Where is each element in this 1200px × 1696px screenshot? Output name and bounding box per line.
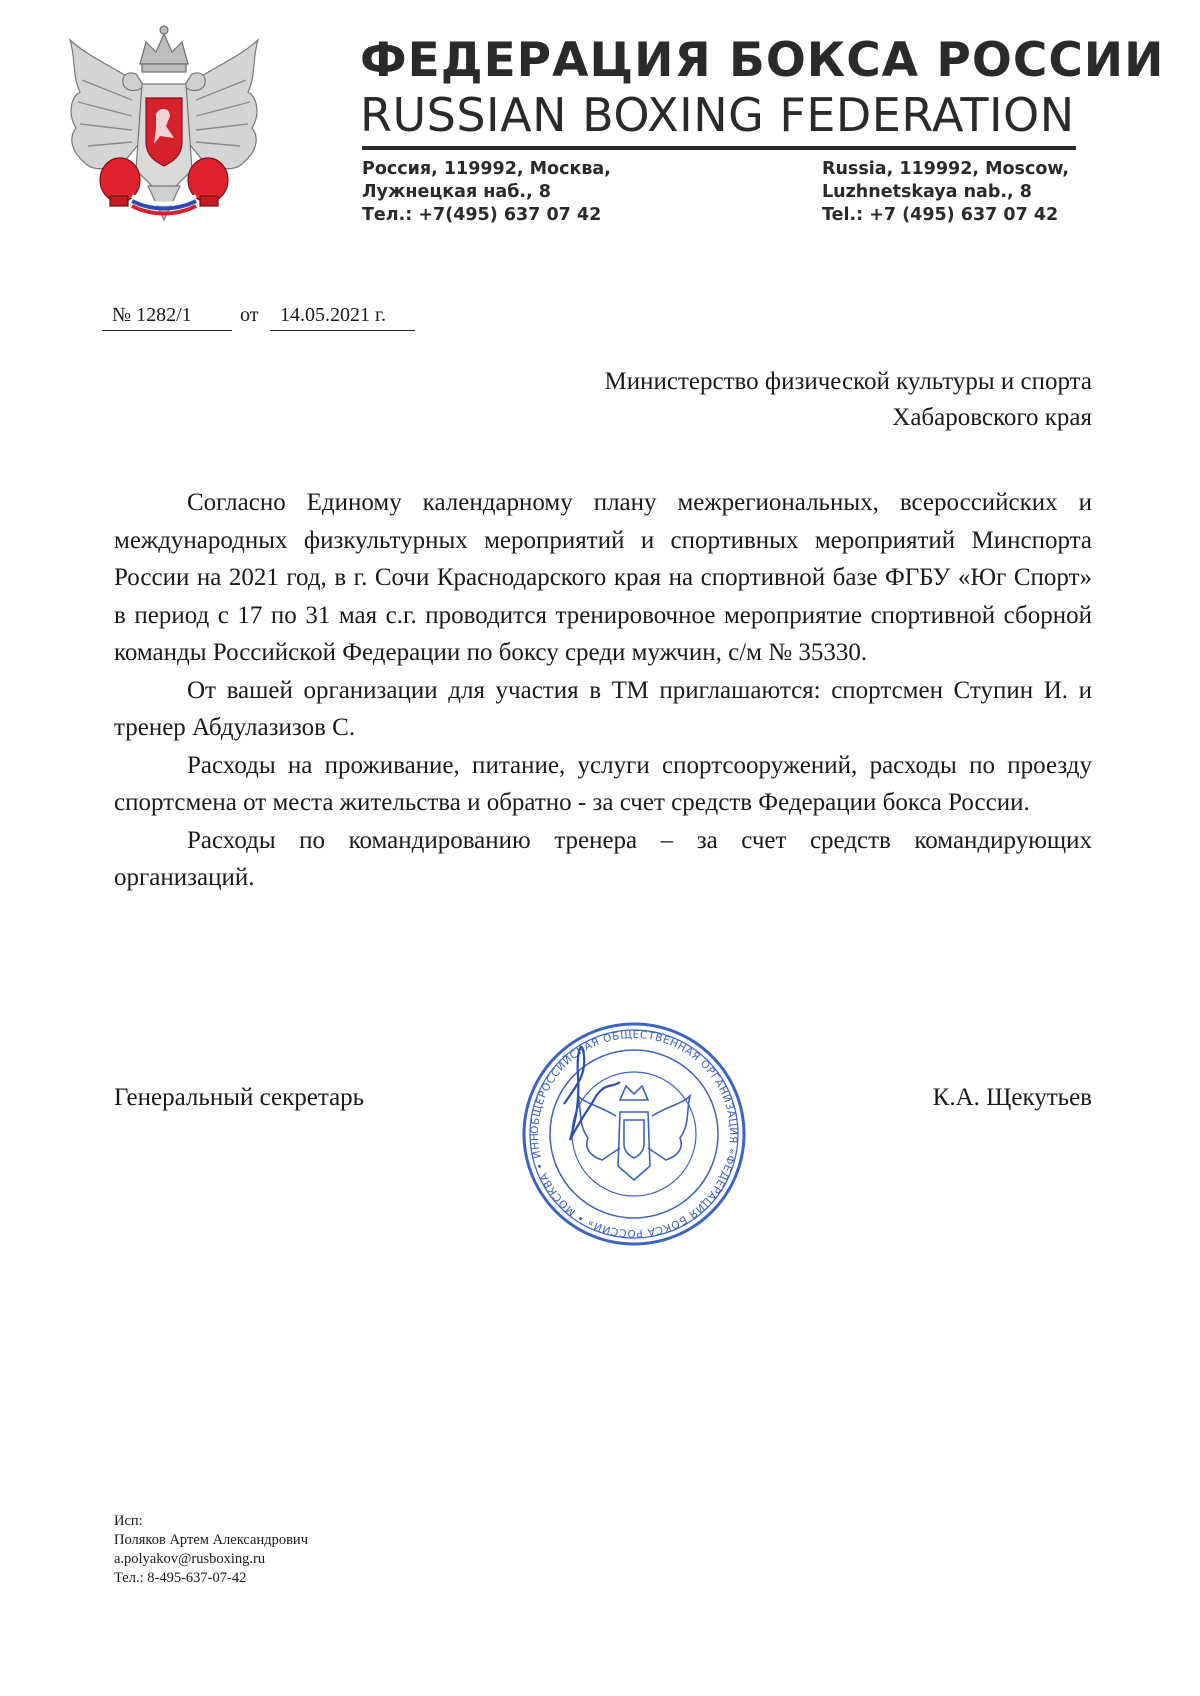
address-en-line: Tel.: +7 (495) 637 07 42 <box>822 205 1059 225</box>
address-en <box>822 158 1069 227</box>
address-ru-line: Лужнецкая наб., 8 <box>362 182 551 202</box>
letterhead-rule <box>362 146 1076 150</box>
body-paragraph: Расходы по командированию тренера – за счет средств командирующих организаций. <box>114 826 1092 891</box>
executor-email: a.polyakov@rusboxing.ru <box>114 1551 266 1567</box>
body-paragraph: Расходы на проживание, питание, услуги спортсооружений, расходы по проезду спортсмена от места жительства и обратно - за счет средств Федерации бокса России. <box>114 751 1092 816</box>
org-title-ru: ФЕДЕРАЦИЯ БОКСА РОССИИ <box>360 33 1165 88</box>
executor-label: Исп: <box>114 1513 143 1529</box>
org-title-en: RUSSIAN BOXING FEDERATION <box>360 88 1075 142</box>
address-ru <box>362 158 611 227</box>
body-paragraph: От вашей организации для участия в ТМ приглашаются: спортсмен Ступин И. и тренер Абдулазизов С. <box>114 676 1092 741</box>
addressee-line: Хабаровского края <box>892 404 1092 431</box>
address-ru-line: Россия, 119992, Москва, <box>362 159 611 179</box>
body-paragraph: Согласно Единому календарному плану межрегиональных, всероссийских и международных физкультурных мероприятий и спортивных мероприятий Минспорта России на 2021 год, в г. Сочи Краснодарского края на спортивной базе ФГБУ «Юг Спорт» в период с 17 по 31 мая с.г. проводится тренировочное мероприятие спортивной сборной команды Российской Федерации по боксу среди мужчин, с/м № 35330. <box>114 489 1092 666</box>
address-en-line: Russia, 119992, Moscow, <box>822 159 1070 179</box>
federation-emblem-icon <box>62 20 267 232</box>
executor-phone: Тел.: 8-495-637-07-42 <box>114 1570 247 1586</box>
executor-name: Поляков Артем Александрович <box>114 1532 308 1548</box>
letter-body <box>114 484 1092 897</box>
registration-date: 14.05.2021 г. <box>270 304 415 331</box>
seal-text: ОБЩЕРОССИЙСКАЯ ОБЩЕСТВЕННАЯ ОРГАНИЗАЦИЯ «ФЕДЕРАЦИЯ БОКСА РОССИИ» • МОСКВА • ИНН <box>528 1028 740 1240</box>
official-seal-icon <box>516 1016 752 1252</box>
addressee-block <box>500 364 1092 436</box>
letterhead-title <box>360 33 1165 142</box>
signatory-name: К.А. Щекутьев <box>932 1084 1092 1111</box>
address-ru-line: Тел.: +7(495) 637 07 42 <box>362 205 602 225</box>
registration-from-label: от <box>240 304 259 326</box>
registration-number: № 1282/1 <box>102 304 232 331</box>
signatory-position: Генеральный секретарь <box>114 1084 365 1111</box>
addressee-line: Министерство физической культуры и спорта <box>604 368 1092 395</box>
address-en-line: Luzhnetskaya nab., 8 <box>822 182 1032 202</box>
executor-block <box>114 1512 308 1588</box>
